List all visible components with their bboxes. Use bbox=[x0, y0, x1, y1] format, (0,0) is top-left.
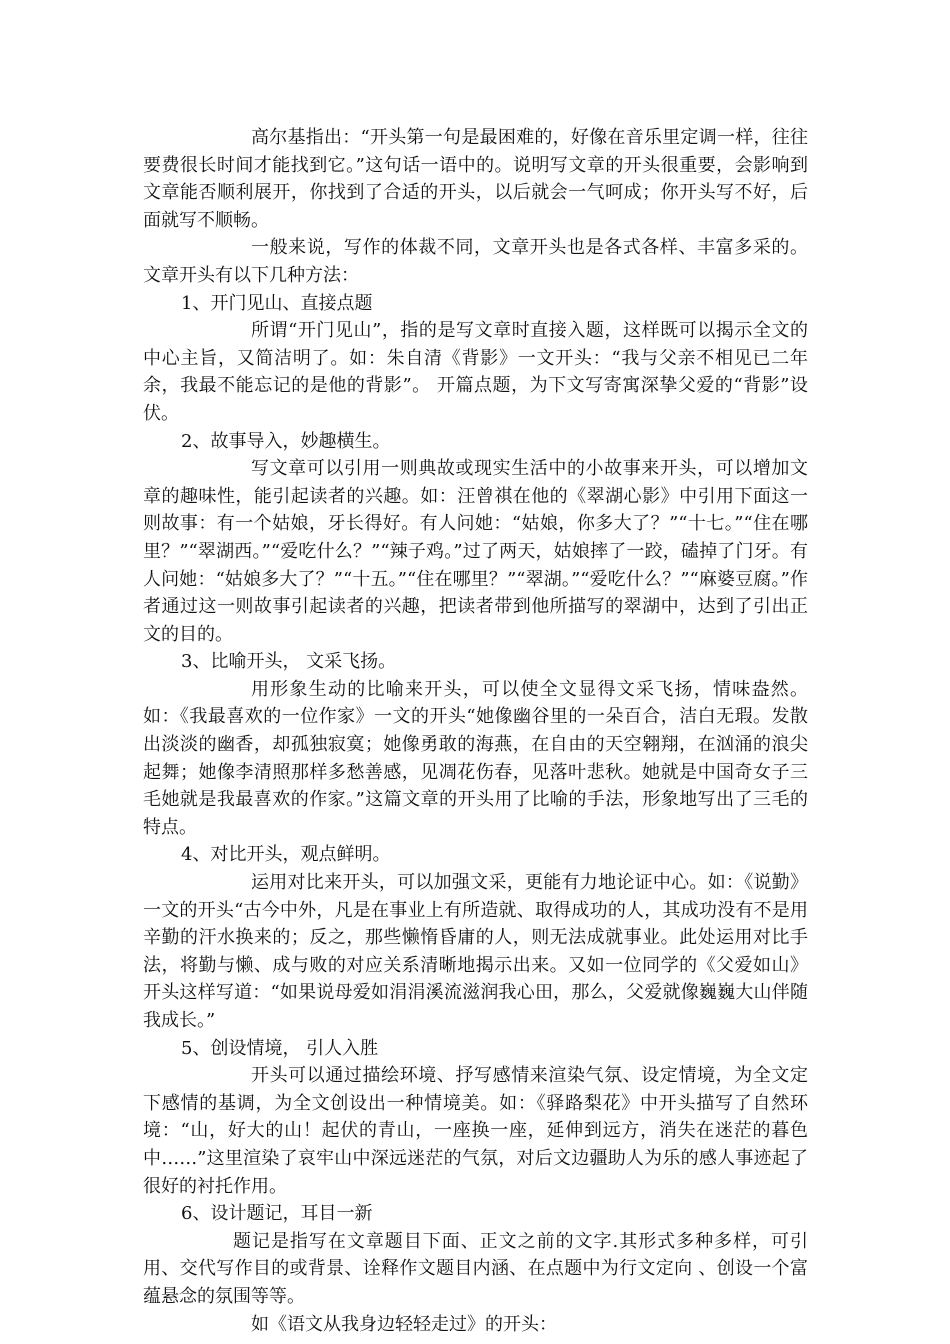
paragraph-intro: 高尔基指出：“开头第一句是最困难的，好像在音乐里定调一样，往往要费很长时间才能找到它。”这句话一语中的。说明写文章的开头很重要，会影响到文章能否顺利展开，你找到了合适的开头，以后就会一气呵成；你开头写不好，后面就写不顺畅。 bbox=[143, 127, 808, 231]
heading-method-6: 6、设计题记，耳目一新 bbox=[181, 1203, 373, 1225]
heading-method-5: 5、创设情境， 引人入胜 bbox=[181, 1037, 379, 1059]
document-page bbox=[143, 124, 808, 1338]
paragraph-method-2: 写文章可以引用一则典故或现实生活中的小故事来开头，可以增加文章的趣味性，能引起读者的兴趣。如：汪曾祺在他的《翠湖心影》中引用下面这一则故事：有一个姑娘，牙长得好。有人问她：“姑娘，你多大了？”“十七。”“住在哪里？”“翠湖西。”“爱吃什么？”“辣子鸡。”过了两天，姑娘摔了一跤，磕掉了门牙。有人问她：“姑娘多大了？”“十五。”“住在哪里？”“翠湖。”“爱吃什么？”“麻婆豆腐。”作者通过这一则故事引起读者的兴趣，把读者带到他所描写的翠湖中，达到了引出正文的目的。 bbox=[143, 458, 808, 645]
heading-method-4: 4、对比开头，观点鲜明。 bbox=[181, 844, 391, 866]
paragraph-example-intro: 如《语文从我身边轻轻走过》的开头： bbox=[251, 1313, 557, 1335]
paragraph-method-6: 题记是指写在文章题目下面、正文之前的文字.其形式多种多样，可引用、交代写作目的或背景、诠释作文题目内涵、在点题中为行文定向 、创设一个富蕴悬念的氛围等等。 bbox=[143, 1230, 808, 1307]
paragraph-method-5: 开头可以通过描绘环境、抒写感情来渲染气氛、设定情境，为全文定下感情的基调，为全文创设出一种情境美。如：《驿路梨花》中开头描写了自然环境：“山，好大的山！起伏的青山，一座换一座，延伸到远方，消失在迷茫的暮色中……”这里渲染了哀牢山中深远迷茫的气氛，对后文边疆助人为乐的感人事迹起了很好的衬托作用。 bbox=[143, 1065, 808, 1197]
heading-method-1: 1、开门见山、直接点题 bbox=[181, 292, 373, 314]
paragraph-method-4: 运用对比来开头，可以加强文采，更能有力地论证中心。如：《说勤》一文的开头“古今中外，凡是在事业上有所造就、取得成功的人，其成功没有不是用辛勤的汗水换来的；反之，那些懒惰昏庸的人，则无法成就事业。此处运用对比手法，将勤与懒、成与败的对应关系清晰地揭示出来。又如一位同学的《父爱如山》开头这样写道：“如果说母爱如涓涓溪流滋润我心田，那么，父爱就像巍巍大山伴随我成长。” bbox=[143, 872, 808, 1031]
paragraph-method-3: 用形象生动的比喻来开头，可以使全文显得文采飞扬，情味盎然。如：《我最喜欢的一位作家》一文的开头“她像幽谷里的一朵百合，洁白无瑕。发散出淡淡的幽香，却孤独寂寞；她像勇敢的海燕，在自由的天空翱翔，在汹涌的浪尖起舞；她像李清照那样多愁善感，见凋花伤春，见落叶悲秋。她就是中国奇女子三毛她就是我最喜欢的作家。”这篇文章的开头用了比喻的手法，形象地写出了三毛的特点。 bbox=[143, 678, 808, 838]
heading-method-3: 3、比喻开头， 文采飞扬。 bbox=[181, 651, 397, 673]
paragraph-methods-intro: 一般来说，写作的体裁不同，文章开头也是各式各样、丰富多采的。文章开头有以下几种方法： bbox=[143, 237, 808, 286]
heading-method-2: 2、故事导入，妙趣横生。 bbox=[181, 430, 391, 452]
paragraph-method-1: 所谓“开门见山”，指的是写文章时直接入题，这样既可以揭示全文的中心主旨，又简洁明了。如：朱自清《背影》一文开头：“我与父亲不相见已二年余，我最不能忘记的是他的背影”。 开篇点题，为下文写寄寓深挚父爱的“背影”设伏。 bbox=[143, 320, 808, 424]
